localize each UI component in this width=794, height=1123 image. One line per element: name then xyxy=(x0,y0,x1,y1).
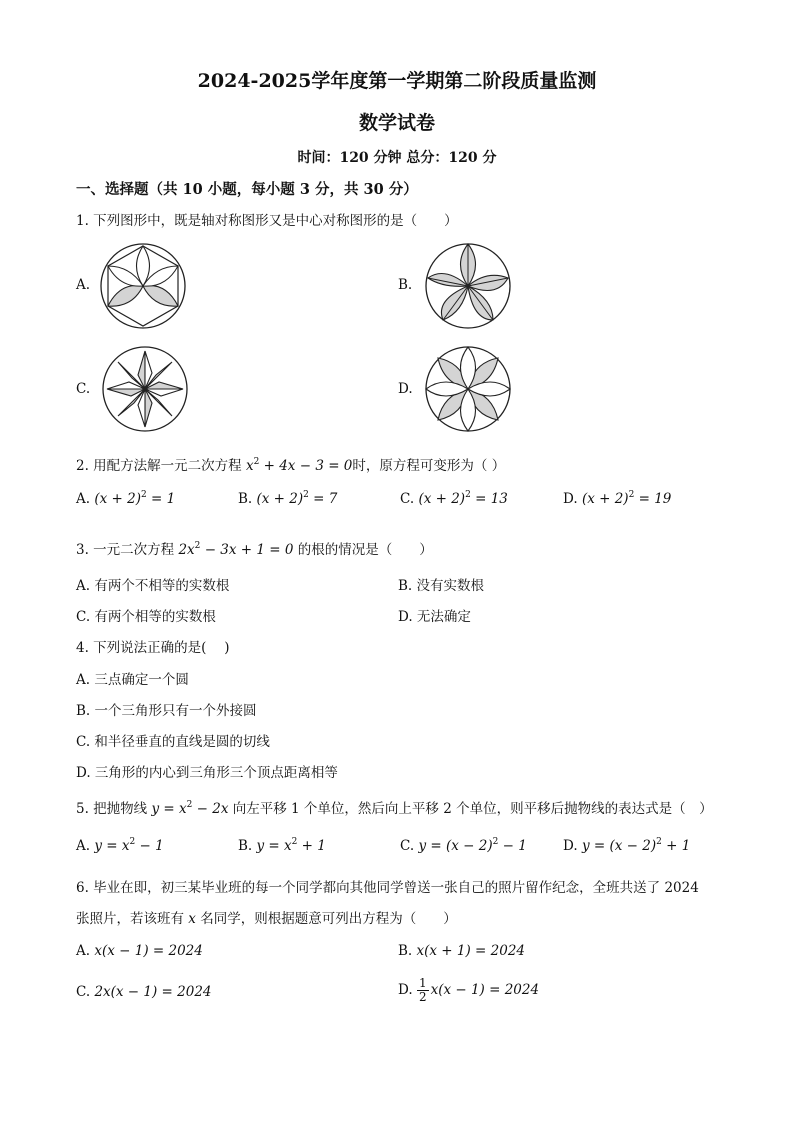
q6-fraction-denominator: 2 xyxy=(418,990,427,1004)
q3-stem-after: 的根的情况是（ ） xyxy=(293,542,433,558)
q5-option-a-label: A. xyxy=(76,838,91,854)
q4-option-b: B. 一个三角形只有一个外接圆 xyxy=(76,703,257,719)
q2-option-a-base: (x + 2) xyxy=(94,491,141,507)
q5-option-d-rest: + 1 xyxy=(661,838,691,854)
q2-option-d xyxy=(563,491,671,507)
q2-option-b-rhs: = 7 xyxy=(308,491,338,507)
q5-option-c-expr: y = (x − 2) xyxy=(418,838,493,854)
q2-option-d-rhs: = 19 xyxy=(634,491,672,507)
exam-subject: 数学试卷 xyxy=(358,112,435,134)
q1-option-c-label: C. xyxy=(76,381,91,397)
q1-option-a-label: A. xyxy=(76,277,91,293)
q5-option-c-sup: 2 xyxy=(492,837,499,847)
q5-option-b-sup: 2 xyxy=(291,837,298,847)
q5-option-b-expr: y = x xyxy=(256,838,292,854)
q4-option-c: C. 和半径垂直的直线是圆的切线 xyxy=(76,734,270,750)
q3-equation-rest: − 3x + 1 = 0 xyxy=(200,542,294,558)
q1-figure-d xyxy=(423,345,513,433)
q1-figure-b xyxy=(423,242,513,330)
q2-option-c xyxy=(400,491,508,507)
q6-option-d xyxy=(398,977,539,1004)
q3-equation: 2x xyxy=(178,542,195,558)
q2-stem-before: 2. 用配方法解一元二次方程 xyxy=(76,458,246,474)
q5-option-b-label: B. xyxy=(238,838,253,854)
q6-option-c xyxy=(76,984,212,1000)
q2-option-d-label: D. xyxy=(563,491,578,507)
q4-option-d: D. 三角形的内心到三角形三个顶点距离相等 xyxy=(76,765,338,781)
q1-figure-c xyxy=(100,345,190,433)
q2-equation-x: x xyxy=(245,458,254,474)
q6-option-b-label: B. xyxy=(398,943,413,959)
q5-option-d xyxy=(563,838,690,854)
question-4-stem: 4. 下列说法正确的是( ) xyxy=(76,640,230,656)
q5-option-a-rest: − 1 xyxy=(135,838,164,854)
q3-option-b: B. 没有实数根 xyxy=(398,578,485,594)
question-6-line1: 6. 毕业在即，初三某毕业班的每一个同学都向其他同学曾送一张自己的照片留作纪念，全班共送了 2024 xyxy=(76,880,699,896)
q5-option-a-sup: 2 xyxy=(129,837,136,847)
q3-option-a: A. 有两个不相等的实数根 xyxy=(76,578,230,594)
question-3-stem xyxy=(76,538,433,558)
q6-option-c-label: C. xyxy=(76,984,91,1000)
q5-stem-before: 5. 把抛物线 xyxy=(76,801,152,817)
q5-option-d-sup: 2 xyxy=(656,837,662,847)
q5-stem-after: 向左平移 1 个单位，然后向上平移 2 个单位，则平移后抛物线的表达式是（ ） xyxy=(228,801,713,817)
q2-stem-after: 时，原方程可变形为（ ） xyxy=(352,458,506,474)
q5-option-c-label: C. xyxy=(400,838,415,854)
question-1-stem: 1. 下列图形中，既是轴对称图形又是中心对称图形的是（ ） xyxy=(76,213,458,229)
q2-option-d-base: (x + 2) xyxy=(581,491,629,507)
q1-option-d-label: D. xyxy=(398,381,413,397)
q6-option-d-label: D. xyxy=(398,982,413,998)
q6-line2-before: 张照片，若该班有 xyxy=(76,911,189,927)
q5-option-a xyxy=(76,838,164,854)
q5-option-d-label: D. xyxy=(563,838,578,854)
q3-option-d: D. 无法确定 xyxy=(398,609,471,625)
question-6-line2 xyxy=(76,907,457,927)
q2-option-a xyxy=(76,491,175,507)
q6-option-d-fraction xyxy=(417,977,429,1004)
q2-option-c-rhs: = 13 xyxy=(470,491,508,507)
q5-option-c-rest: − 1 xyxy=(498,838,527,854)
question-2-stem xyxy=(76,454,505,474)
q2-option-c-sup: 2 xyxy=(465,490,471,500)
q2-equation-sup: 2 xyxy=(253,457,260,467)
q5-option-b xyxy=(238,838,326,854)
q4-option-a: A. 三点确定一个圆 xyxy=(76,672,189,688)
exam-time-info: 时间：120 分钟 总分：120 分 xyxy=(297,150,497,166)
q2-option-b xyxy=(238,491,337,507)
q5-equation-rest: − 2x xyxy=(192,801,229,817)
q2-equation-rest: + 4x − 3 = 0 xyxy=(259,458,353,474)
q2-option-b-sup: 2 xyxy=(303,490,309,500)
q5-option-b-rest: + 1 xyxy=(297,838,326,854)
q6-option-a xyxy=(76,943,203,959)
q6-line2-after: 名同学，则根据题意可列出方程为（ ） xyxy=(195,911,457,927)
exam-title: 2024-2025学年度第一学期第二阶段质量监测 xyxy=(197,70,597,92)
q6-option-a-expr: x(x − 1) = 2024 xyxy=(94,943,203,959)
q1-option-b-label: B. xyxy=(398,277,413,293)
q3-equation-sup: 2 xyxy=(194,541,201,551)
q5-option-c xyxy=(400,838,527,854)
q2-option-a-rhs: = 1 xyxy=(146,491,176,507)
q2-option-c-label: C. xyxy=(400,491,415,507)
q6-option-a-label: A. xyxy=(76,943,91,959)
q6-option-b xyxy=(398,943,525,959)
q5-equation: y = x xyxy=(151,801,187,817)
q5-option-d-expr: y = (x − 2) xyxy=(581,838,657,854)
section-heading: 一、选择题（共 10 小题，每小题 3 分，共 30 分） xyxy=(76,181,418,198)
q5-equation-sup: 2 xyxy=(186,800,193,810)
q2-option-a-label: A. xyxy=(76,491,91,507)
q6-option-b-expr: x(x + 1) = 2024 xyxy=(416,943,526,959)
q1-figure-a xyxy=(98,242,188,330)
q6-fraction-numerator: 1 xyxy=(418,976,427,990)
q6-option-c-expr: 2x(x − 1) = 2024 xyxy=(94,984,212,1000)
q2-option-d-sup: 2 xyxy=(628,490,635,500)
q5-option-a-expr: y = x xyxy=(94,838,130,854)
q6-line2-var: x xyxy=(188,911,196,927)
q3-stem-before: 3. 一元二次方程 xyxy=(76,542,179,558)
q6-option-d-expr: x(x − 1) = 2024 xyxy=(430,982,540,998)
q3-option-c: C. 有两个相等的实数根 xyxy=(76,609,216,625)
q2-option-b-label: B. xyxy=(238,491,253,507)
q2-option-a-sup: 2 xyxy=(140,490,147,500)
question-5-stem xyxy=(76,797,713,817)
q2-option-b-base: (x + 2) xyxy=(256,491,304,507)
q2-option-c-base: (x + 2) xyxy=(418,491,466,507)
